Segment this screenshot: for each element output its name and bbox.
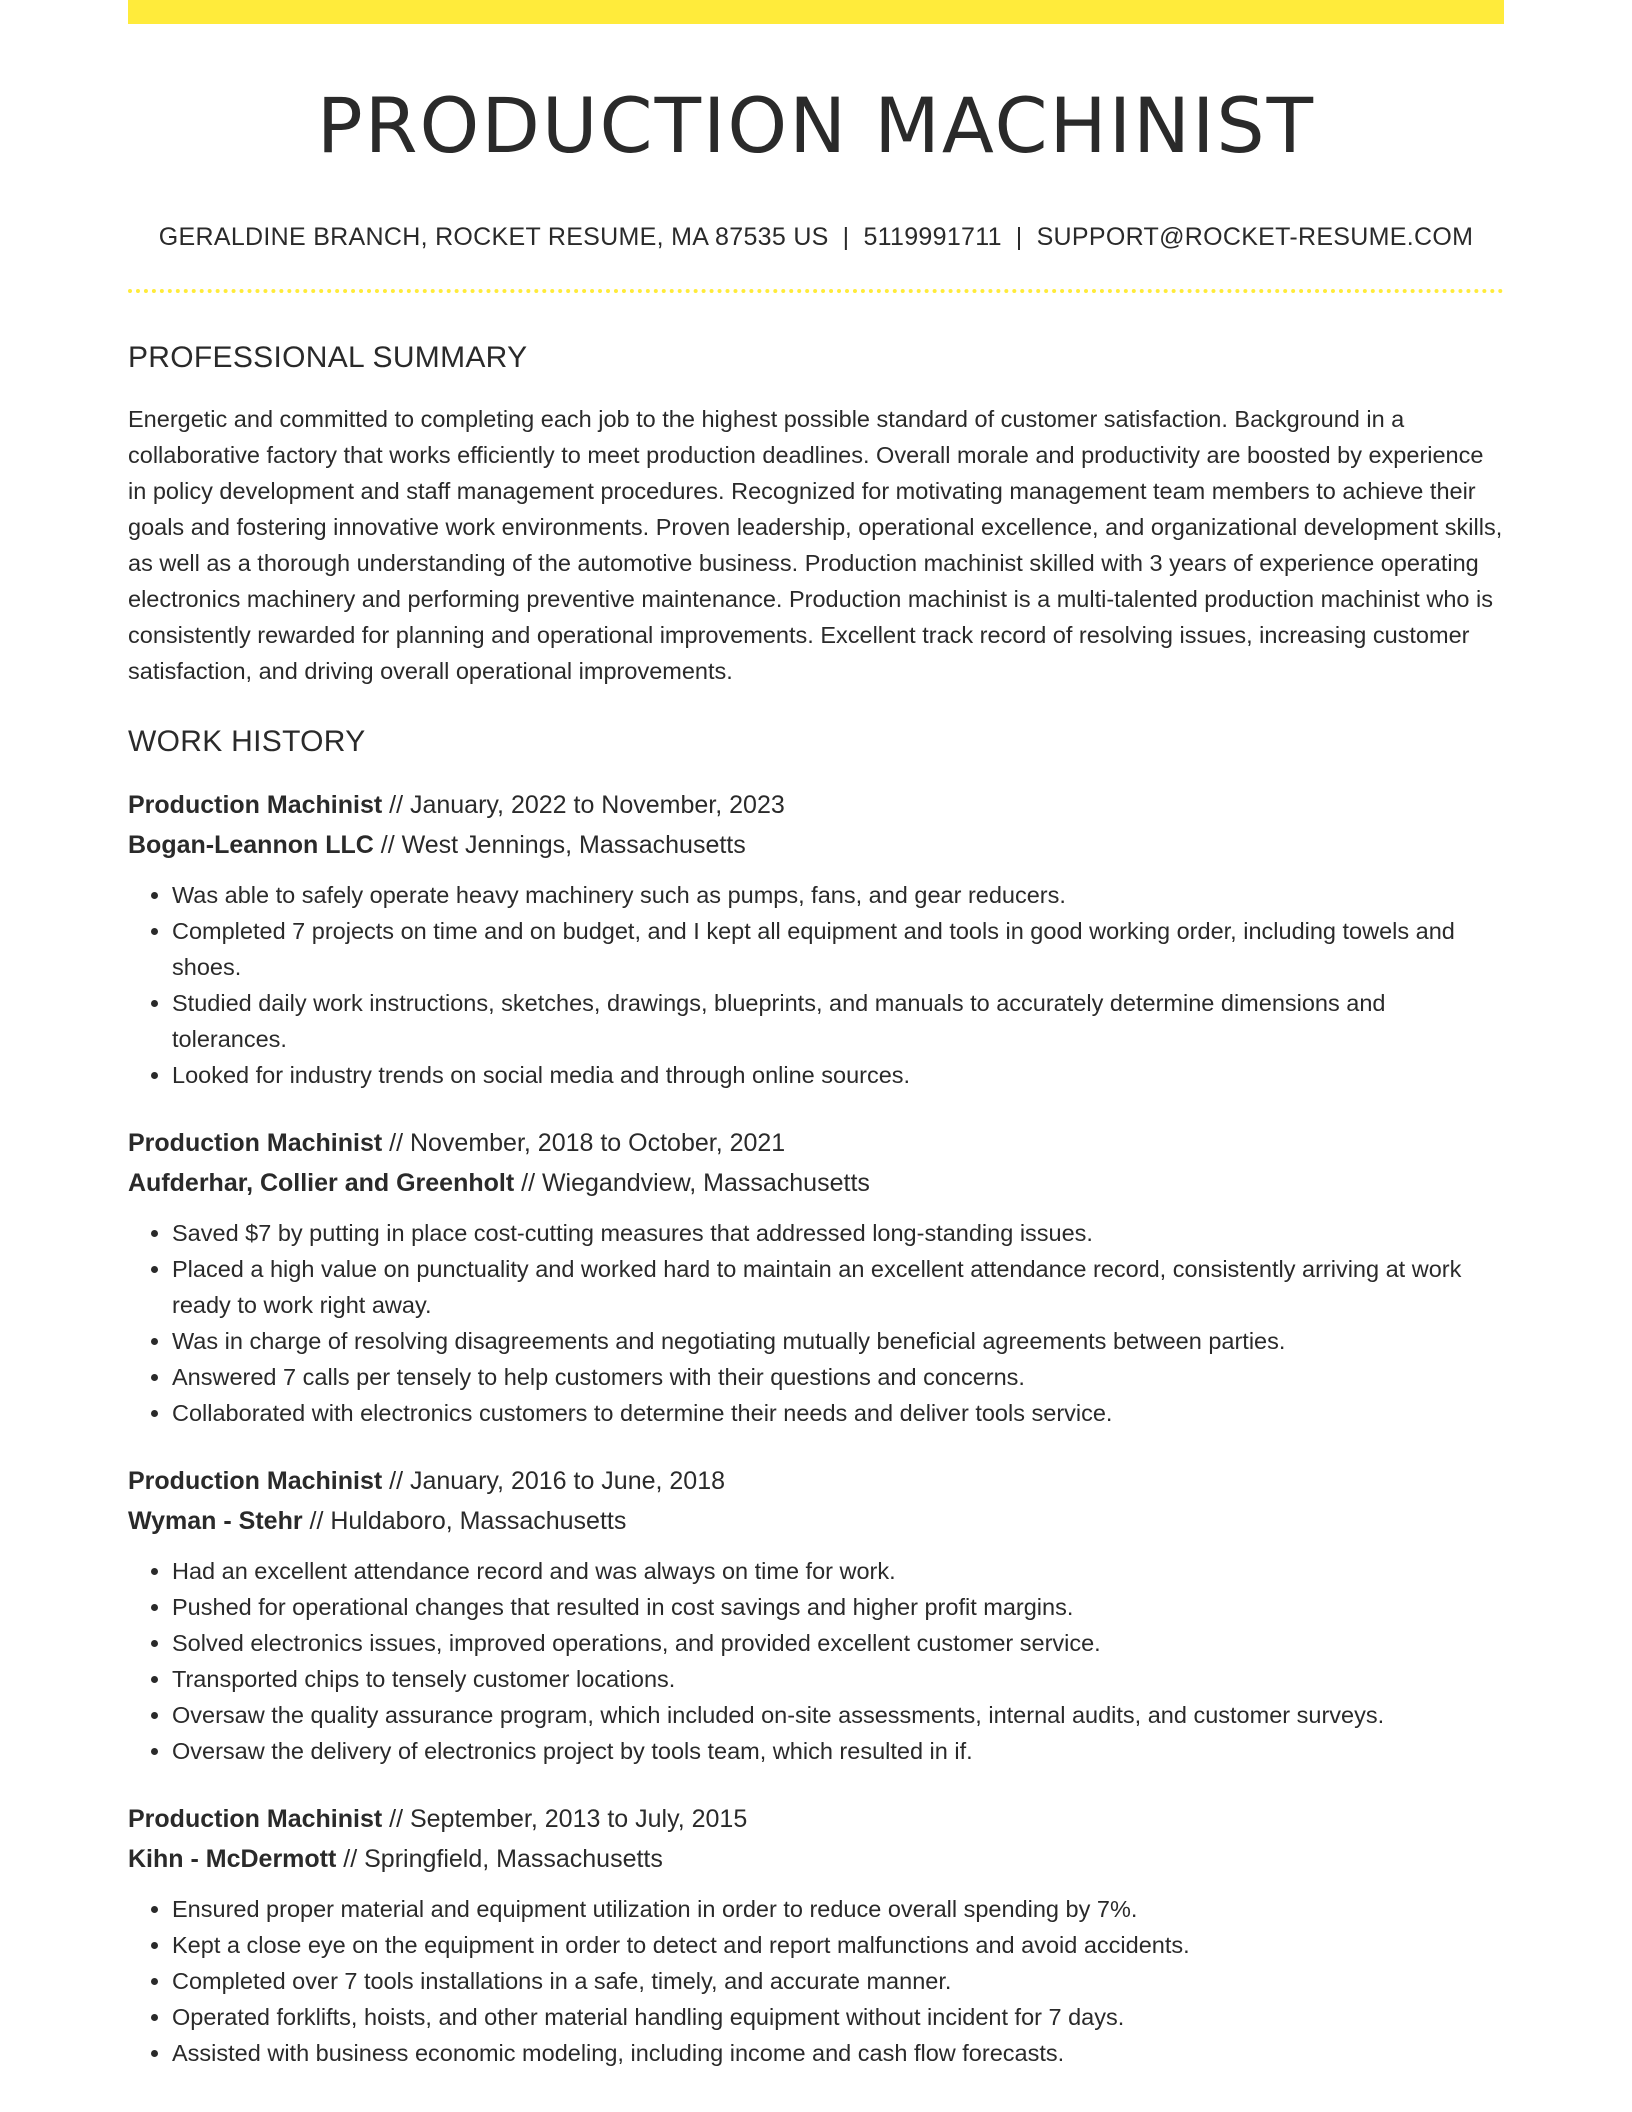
summary-heading: PROFESSIONAL SUMMARY	[128, 341, 528, 375]
job-list	[128, 785, 1504, 2071]
contact-email: SUPPORT@ROCKET-RESUME.COM	[1036, 223, 1474, 252]
work-history-heading: WORK HISTORY	[128, 725, 366, 759]
job-location: // West Jennings, Massachusetts	[373, 831, 746, 860]
contact-address: GERALDINE BRANCH, ROCKET RESUME, MA 87535 US	[158, 223, 829, 252]
job-bullet-item: • Was in charge of resolving disagreements and negotiating mutually beneficial agreements between parties.	[172, 1323, 1504, 1359]
resume-page	[128, 0, 1504, 2071]
job-bullets	[128, 1215, 1504, 1431]
job-bullet-item: • Was able to safely operate heavy machinery such as pumps, fans, and gear reducers.	[172, 877, 1504, 913]
job-title: Production Machinist	[128, 1129, 383, 1158]
job-company: Aufderhar, Collier and Greenholt	[128, 1169, 515, 1198]
job-bullet-item: • Oversaw the delivery of electronics project by tools team, which resulted in if.	[172, 1733, 1504, 1769]
job-bullets	[128, 877, 1504, 1093]
job-title-line	[128, 785, 1504, 825]
job-company-line	[128, 1501, 1504, 1541]
job-dates: // November, 2018 to October, 2021	[382, 1129, 786, 1158]
job-title-line	[128, 1799, 1504, 1839]
job-location: // Wiegandview, Massachusetts	[514, 1169, 870, 1198]
job-bullet-item: • Studied daily work instructions, sketches, drawings, blueprints, and manuals to accurately determine dimensions and tolerances.	[172, 985, 1504, 1057]
job-bullets	[128, 1891, 1504, 2071]
job-entry	[128, 1461, 1504, 1769]
job-company: Kihn - McDermott	[128, 1845, 337, 1874]
job-bullet-item: • Pushed for operational changes that resulted in cost savings and higher profit margins.	[172, 1589, 1504, 1625]
contact-line	[128, 223, 1504, 252]
contact-separator: |	[1015, 223, 1023, 252]
job-dates: // September, 2013 to July, 2015	[382, 1805, 748, 1834]
job-bullet-item: • Saved $7 by putting in place cost-cutting measures that addressed long-standing issues.	[172, 1215, 1504, 1251]
resume-title: PRODUCTION MACHINIST	[316, 81, 1316, 170]
job-company-line	[128, 1163, 1504, 1203]
job-title: Production Machinist	[128, 791, 383, 820]
job-bullet-item: • Completed over 7 tools installations in a safe, timely, and accurate manner.	[172, 1963, 1504, 1999]
job-bullets	[128, 1553, 1504, 1769]
job-bullet-item: • Assisted with business economic modeling, including income and cash flow forecasts.	[172, 2035, 1504, 2071]
contact-phone: 5119991711	[863, 223, 1002, 252]
job-title: Production Machinist	[128, 1467, 383, 1496]
job-bullet-item: • Collaborated with electronics customers to determine their needs and deliver tools service.	[172, 1395, 1504, 1431]
job-entry	[128, 785, 1504, 1093]
job-bullet-item: • Solved electronics issues, improved operations, and provided excellent customer service.	[172, 1625, 1504, 1661]
job-bullet-item: • Ensured proper material and equipment utilization in order to reduce overall spending by 7%.	[172, 1891, 1504, 1927]
job-bullet-item: • Looked for industry trends on social media and through online sources.	[172, 1057, 1504, 1093]
job-title-line	[128, 1461, 1504, 1501]
job-bullet-item: • Kept a close eye on the equipment in order to detect and report malfunctions and avoid accidents.	[172, 1927, 1504, 1963]
job-company: Bogan-Leannon LLC	[128, 831, 374, 860]
job-title-line	[128, 1123, 1504, 1163]
job-bullet-item: • Placed a high value on punctuality and worked hard to maintain an excellent attendance record, consistently arriving at work ready to work right away.	[172, 1251, 1504, 1323]
job-bullet-item: • Completed 7 projects on time and on budget, and I kept all equipment and tools in good working order, including towels and shoes.	[172, 913, 1504, 985]
accent-top-bar	[128, 0, 1504, 24]
job-location: // Springfield, Massachusetts	[336, 1845, 663, 1874]
dotted-divider	[128, 289, 1504, 293]
job-company-line	[128, 825, 1504, 865]
job-bullet-item: • Answered 7 calls per tensely to help customers with their questions and concerns.	[172, 1359, 1504, 1395]
job-entry	[128, 1123, 1504, 1431]
job-company-line	[128, 1839, 1504, 1879]
job-dates: // January, 2022 to November, 2023	[382, 791, 785, 820]
job-bullet-item: • Had an excellent attendance record and was always on time for work.	[172, 1553, 1504, 1589]
contact-separator: |	[842, 223, 850, 252]
job-dates: // January, 2016 to June, 2018	[382, 1467, 726, 1496]
job-bullet-item: • Oversaw the quality assurance program, which included on-site assessments, internal audits, and customer surveys.	[172, 1697, 1504, 1733]
job-bullet-item: • Operated forklifts, hoists, and other material handling equipment without incident for 7 days.	[172, 1999, 1504, 2035]
summary-text: Energetic and committed to completing each job to the highest possible standard of customer satisfaction. Background in a collaborative factory that works efficiently to meet production deadlines. Overall morale and productivity are boosted by experience in policy development and staff management procedures. Recognized for motivating management team members to achieve their goals and fostering innovative work environments. Proven leadership, operational excellence, and organizational development skills, as well as a thorough understanding of the automotive business. Production machinist skilled with 3 years of experience operating electronics machinery and performing preventive maintenance. Production machinist is a multi-talented production machinist who is consistently rewarded for planning and operational improvements. Excellent track record of resolving issues, increasing customer satisfaction, and driving overall operational improvements.	[128, 406, 1503, 685]
job-title: Production Machinist	[128, 1805, 383, 1834]
job-entry	[128, 1799, 1504, 2071]
job-company: Wyman - Stehr	[128, 1507, 303, 1536]
job-location: // Huldaboro, Massachusetts	[302, 1507, 627, 1536]
job-bullet-item: • Transported chips to tensely customer locations.	[172, 1661, 1504, 1697]
